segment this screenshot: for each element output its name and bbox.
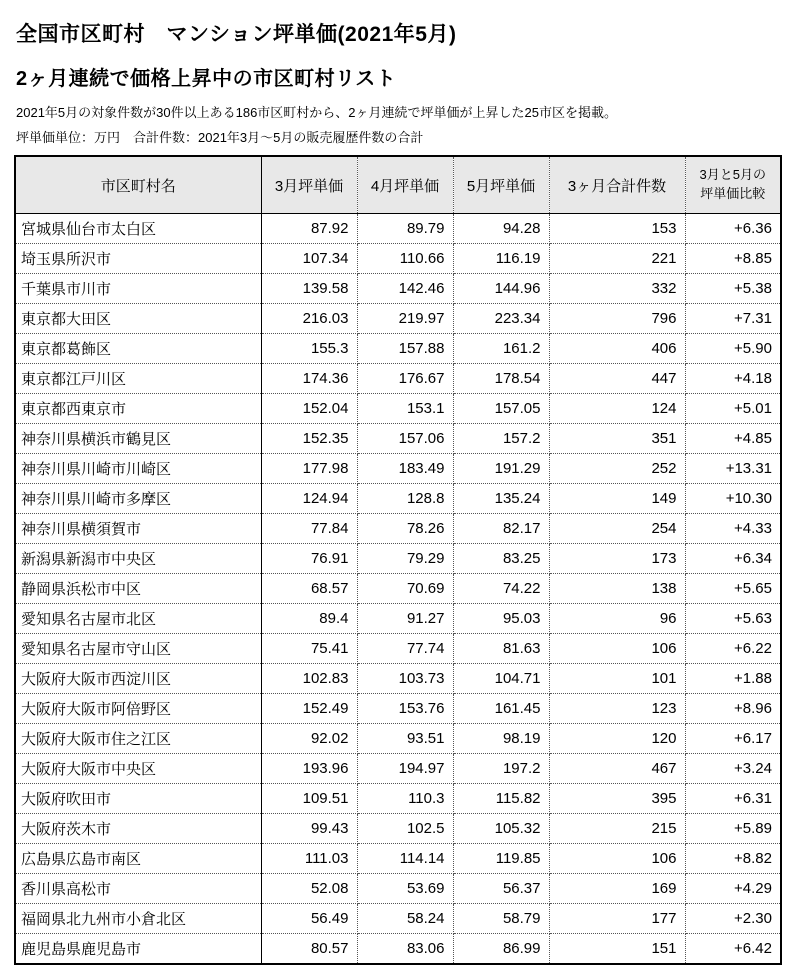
march-price-cell: 80.57 bbox=[261, 934, 357, 965]
may-price-cell: 104.71 bbox=[453, 664, 549, 694]
comparison-cell: +8.85 bbox=[685, 244, 781, 274]
comparison-cell: +4.18 bbox=[685, 364, 781, 394]
comparison-cell: +6.42 bbox=[685, 934, 781, 965]
table-row bbox=[15, 724, 781, 754]
march-price-cell: 111.03 bbox=[261, 844, 357, 874]
table-row bbox=[15, 784, 781, 814]
municipality-cell: 神奈川県川崎市川崎区 bbox=[15, 454, 261, 484]
may-price-cell: 81.63 bbox=[453, 634, 549, 664]
column-header-april-price: 4月坪単価 bbox=[357, 156, 453, 214]
april-price-cell: 79.29 bbox=[357, 544, 453, 574]
may-price-cell: 119.85 bbox=[453, 844, 549, 874]
march-price-cell: 193.96 bbox=[261, 754, 357, 784]
march-price-cell: 177.98 bbox=[261, 454, 357, 484]
table-row bbox=[15, 904, 781, 934]
march-price-cell: 174.36 bbox=[261, 364, 357, 394]
total-count-cell: 467 bbox=[549, 754, 685, 784]
may-price-cell: 58.79 bbox=[453, 904, 549, 934]
table-row bbox=[15, 634, 781, 664]
table-row bbox=[15, 604, 781, 634]
municipality-cell: 千葉県市川市 bbox=[15, 274, 261, 304]
municipality-cell: 神奈川県横須賀市 bbox=[15, 514, 261, 544]
may-price-cell: 56.37 bbox=[453, 874, 549, 904]
march-price-cell: 99.43 bbox=[261, 814, 357, 844]
total-count-cell: 151 bbox=[549, 934, 685, 965]
april-price-cell: 183.49 bbox=[357, 454, 453, 484]
march-price-cell: 89.4 bbox=[261, 604, 357, 634]
municipality-cell: 東京都大田区 bbox=[15, 304, 261, 334]
municipality-cell: 大阪府茨木市 bbox=[15, 814, 261, 844]
total-count-cell: 149 bbox=[549, 484, 685, 514]
total-count-cell: 447 bbox=[549, 364, 685, 394]
table-row bbox=[15, 544, 781, 574]
april-price-cell: 103.73 bbox=[357, 664, 453, 694]
comparison-cell: +6.22 bbox=[685, 634, 781, 664]
header-row bbox=[15, 156, 781, 214]
march-price-cell: 216.03 bbox=[261, 304, 357, 334]
note-units: 坪単価単位：万円 合計件数：2021年3月〜5月の販売履歴件数の合計 bbox=[16, 130, 424, 145]
may-price-cell: 135.24 bbox=[453, 484, 549, 514]
comparison-cell: +3.24 bbox=[685, 754, 781, 784]
comparison-cell: +5.63 bbox=[685, 604, 781, 634]
march-price-cell: 102.83 bbox=[261, 664, 357, 694]
column-header-comparison bbox=[685, 156, 781, 214]
may-price-cell: 178.54 bbox=[453, 364, 549, 394]
column-header-may-price: 5月坪単価 bbox=[453, 156, 549, 214]
comparison-cell: +5.90 bbox=[685, 334, 781, 364]
comparison-cell: +5.89 bbox=[685, 814, 781, 844]
table-row bbox=[15, 844, 781, 874]
table-row bbox=[15, 394, 781, 424]
column-header-total-count: 3ヶ月合計件数 bbox=[549, 156, 685, 214]
march-price-cell: 87.92 bbox=[261, 214, 357, 244]
municipality-cell: 宮城県仙台市太白区 bbox=[15, 214, 261, 244]
municipality-cell: 東京都葛飾区 bbox=[15, 334, 261, 364]
total-count-cell: 406 bbox=[549, 334, 685, 364]
comparison-cell: +2.30 bbox=[685, 904, 781, 934]
april-price-cell: 70.69 bbox=[357, 574, 453, 604]
municipality-cell: 埼玉県所沢市 bbox=[15, 244, 261, 274]
total-count-cell: 96 bbox=[549, 604, 685, 634]
comparison-cell: +1.88 bbox=[685, 664, 781, 694]
total-count-cell: 173 bbox=[549, 544, 685, 574]
april-price-cell: 93.51 bbox=[357, 724, 453, 754]
municipality-cell: 東京都西東京市 bbox=[15, 394, 261, 424]
page-title: 全国市区町村 マンション坪単価(2021年5月) bbox=[16, 23, 457, 46]
total-count-cell: 153 bbox=[549, 214, 685, 244]
april-price-cell: 91.27 bbox=[357, 604, 453, 634]
april-price-cell: 157.06 bbox=[357, 424, 453, 454]
comparison-cell: +7.31 bbox=[685, 304, 781, 334]
april-price-cell: 153.76 bbox=[357, 694, 453, 724]
total-count-cell: 124 bbox=[549, 394, 685, 424]
municipality-cell: 新潟県新潟市中央区 bbox=[15, 544, 261, 574]
total-count-cell: 123 bbox=[549, 694, 685, 724]
may-price-cell: 197.2 bbox=[453, 754, 549, 784]
total-count-cell: 177 bbox=[549, 904, 685, 934]
april-price-cell: 102.5 bbox=[357, 814, 453, 844]
march-price-cell: 155.3 bbox=[261, 334, 357, 364]
may-price-cell: 144.96 bbox=[453, 274, 549, 304]
column-header-march-price: 3月坪単価 bbox=[261, 156, 357, 214]
comparison-cell: +6.17 bbox=[685, 724, 781, 754]
may-price-cell: 74.22 bbox=[453, 574, 549, 604]
comparison-cell: +4.33 bbox=[685, 514, 781, 544]
comparison-cell: +6.31 bbox=[685, 784, 781, 814]
municipality-cell: 神奈川県横浜市鶴見区 bbox=[15, 424, 261, 454]
comparison-cell: +10.30 bbox=[685, 484, 781, 514]
total-count-cell: 221 bbox=[549, 244, 685, 274]
march-price-cell: 152.35 bbox=[261, 424, 357, 454]
march-price-cell: 77.84 bbox=[261, 514, 357, 544]
table-row bbox=[15, 874, 781, 904]
municipality-cell: 香川県高松市 bbox=[15, 874, 261, 904]
april-price-cell: 110.66 bbox=[357, 244, 453, 274]
may-price-cell: 94.28 bbox=[453, 214, 549, 244]
table-row bbox=[15, 334, 781, 364]
total-count-cell: 101 bbox=[549, 664, 685, 694]
may-price-cell: 115.82 bbox=[453, 784, 549, 814]
price-table bbox=[14, 155, 782, 965]
march-price-cell: 56.49 bbox=[261, 904, 357, 934]
april-price-cell: 77.74 bbox=[357, 634, 453, 664]
municipality-cell: 神奈川県川崎市多摩区 bbox=[15, 484, 261, 514]
municipality-cell: 愛知県名古屋市守山区 bbox=[15, 634, 261, 664]
municipality-cell: 大阪府大阪市住之江区 bbox=[15, 724, 261, 754]
march-price-cell: 68.57 bbox=[261, 574, 357, 604]
table-row bbox=[15, 244, 781, 274]
table-row bbox=[15, 934, 781, 965]
total-count-cell: 395 bbox=[549, 784, 685, 814]
march-price-cell: 152.04 bbox=[261, 394, 357, 424]
comparison-cell: +4.85 bbox=[685, 424, 781, 454]
comparison-cell: +5.38 bbox=[685, 274, 781, 304]
march-price-cell: 124.94 bbox=[261, 484, 357, 514]
may-price-cell: 83.25 bbox=[453, 544, 549, 574]
march-price-cell: 76.91 bbox=[261, 544, 357, 574]
municipality-cell: 東京都江戸川区 bbox=[15, 364, 261, 394]
may-price-cell: 116.19 bbox=[453, 244, 549, 274]
municipality-cell: 大阪府大阪市阿倍野区 bbox=[15, 694, 261, 724]
table-row bbox=[15, 274, 781, 304]
total-count-cell: 252 bbox=[549, 454, 685, 484]
march-price-cell: 152.49 bbox=[261, 694, 357, 724]
municipality-cell: 静岡県浜松市中区 bbox=[15, 574, 261, 604]
april-price-cell: 110.3 bbox=[357, 784, 453, 814]
table-row bbox=[15, 214, 781, 244]
april-price-cell: 83.06 bbox=[357, 934, 453, 965]
municipality-cell: 愛知県名古屋市北区 bbox=[15, 604, 261, 634]
total-count-cell: 106 bbox=[549, 844, 685, 874]
table-row bbox=[15, 694, 781, 724]
april-price-cell: 78.26 bbox=[357, 514, 453, 544]
table-body bbox=[15, 214, 781, 965]
total-count-cell: 254 bbox=[549, 514, 685, 544]
municipality-cell: 福岡県北九州市小倉北区 bbox=[15, 904, 261, 934]
table-row bbox=[15, 574, 781, 604]
april-price-cell: 114.14 bbox=[357, 844, 453, 874]
table-row bbox=[15, 364, 781, 394]
april-price-cell: 219.97 bbox=[357, 304, 453, 334]
total-count-cell: 351 bbox=[549, 424, 685, 454]
comparison-cell: +4.29 bbox=[685, 874, 781, 904]
march-price-cell: 107.34 bbox=[261, 244, 357, 274]
may-price-cell: 95.03 bbox=[453, 604, 549, 634]
april-price-cell: 157.88 bbox=[357, 334, 453, 364]
april-price-cell: 89.79 bbox=[357, 214, 453, 244]
comparison-cell: +8.96 bbox=[685, 694, 781, 724]
total-count-cell: 106 bbox=[549, 634, 685, 664]
table-header bbox=[15, 156, 781, 214]
may-price-cell: 105.32 bbox=[453, 814, 549, 844]
april-price-cell: 53.69 bbox=[357, 874, 453, 904]
page-subtitle: 2ヶ月連続で価格上昇中の市区町村リスト bbox=[16, 68, 397, 90]
may-price-cell: 157.2 bbox=[453, 424, 549, 454]
april-price-cell: 58.24 bbox=[357, 904, 453, 934]
municipality-cell: 鹿児島県鹿児島市 bbox=[15, 934, 261, 965]
comparison-cell: +6.34 bbox=[685, 544, 781, 574]
march-price-cell: 139.58 bbox=[261, 274, 357, 304]
april-price-cell: 142.46 bbox=[357, 274, 453, 304]
may-price-cell: 86.99 bbox=[453, 934, 549, 965]
march-price-cell: 92.02 bbox=[261, 724, 357, 754]
total-count-cell: 215 bbox=[549, 814, 685, 844]
may-price-cell: 98.19 bbox=[453, 724, 549, 754]
march-price-cell: 109.51 bbox=[261, 784, 357, 814]
total-count-cell: 138 bbox=[549, 574, 685, 604]
march-price-cell: 52.08 bbox=[261, 874, 357, 904]
municipality-cell: 大阪府吹田市 bbox=[15, 784, 261, 814]
total-count-cell: 332 bbox=[549, 274, 685, 304]
april-price-cell: 153.1 bbox=[357, 394, 453, 424]
comparison-cell: +6.36 bbox=[685, 214, 781, 244]
comparison-cell: +5.01 bbox=[685, 394, 781, 424]
may-price-cell: 82.17 bbox=[453, 514, 549, 544]
table-row bbox=[15, 424, 781, 454]
may-price-cell: 161.2 bbox=[453, 334, 549, 364]
table-row bbox=[15, 304, 781, 334]
april-price-cell: 128.8 bbox=[357, 484, 453, 514]
table-row bbox=[15, 514, 781, 544]
april-price-cell: 176.67 bbox=[357, 364, 453, 394]
total-count-cell: 796 bbox=[549, 304, 685, 334]
column-header-municipality: 市区町村名 bbox=[15, 156, 261, 214]
table-row bbox=[15, 484, 781, 514]
comparison-cell: +8.82 bbox=[685, 844, 781, 874]
comparison-header-line1: 3月と5月の bbox=[699, 167, 766, 183]
table-row bbox=[15, 754, 781, 784]
may-price-cell: 191.29 bbox=[453, 454, 549, 484]
comparison-cell: +5.65 bbox=[685, 574, 781, 604]
municipality-cell: 大阪府大阪市中央区 bbox=[15, 754, 261, 784]
april-price-cell: 194.97 bbox=[357, 754, 453, 784]
table-row bbox=[15, 814, 781, 844]
note-criteria: 2021年5月の対象件数が30件以上ある186市区町村から、2ヶ月連続で坪単価が上昇した25市区を掲載。 bbox=[16, 105, 617, 120]
march-price-cell: 75.41 bbox=[261, 634, 357, 664]
may-price-cell: 157.05 bbox=[453, 394, 549, 424]
comparison-header-line2: 坪単価比較 bbox=[700, 186, 766, 201]
comparison-cell: +13.31 bbox=[685, 454, 781, 484]
total-count-cell: 120 bbox=[549, 724, 685, 754]
may-price-cell: 161.45 bbox=[453, 694, 549, 724]
table-row bbox=[15, 664, 781, 694]
municipality-cell: 大阪府大阪市西淀川区 bbox=[15, 664, 261, 694]
table-row bbox=[15, 454, 781, 484]
total-count-cell: 169 bbox=[549, 874, 685, 904]
may-price-cell: 223.34 bbox=[453, 304, 549, 334]
municipality-cell: 広島県広島市南区 bbox=[15, 844, 261, 874]
